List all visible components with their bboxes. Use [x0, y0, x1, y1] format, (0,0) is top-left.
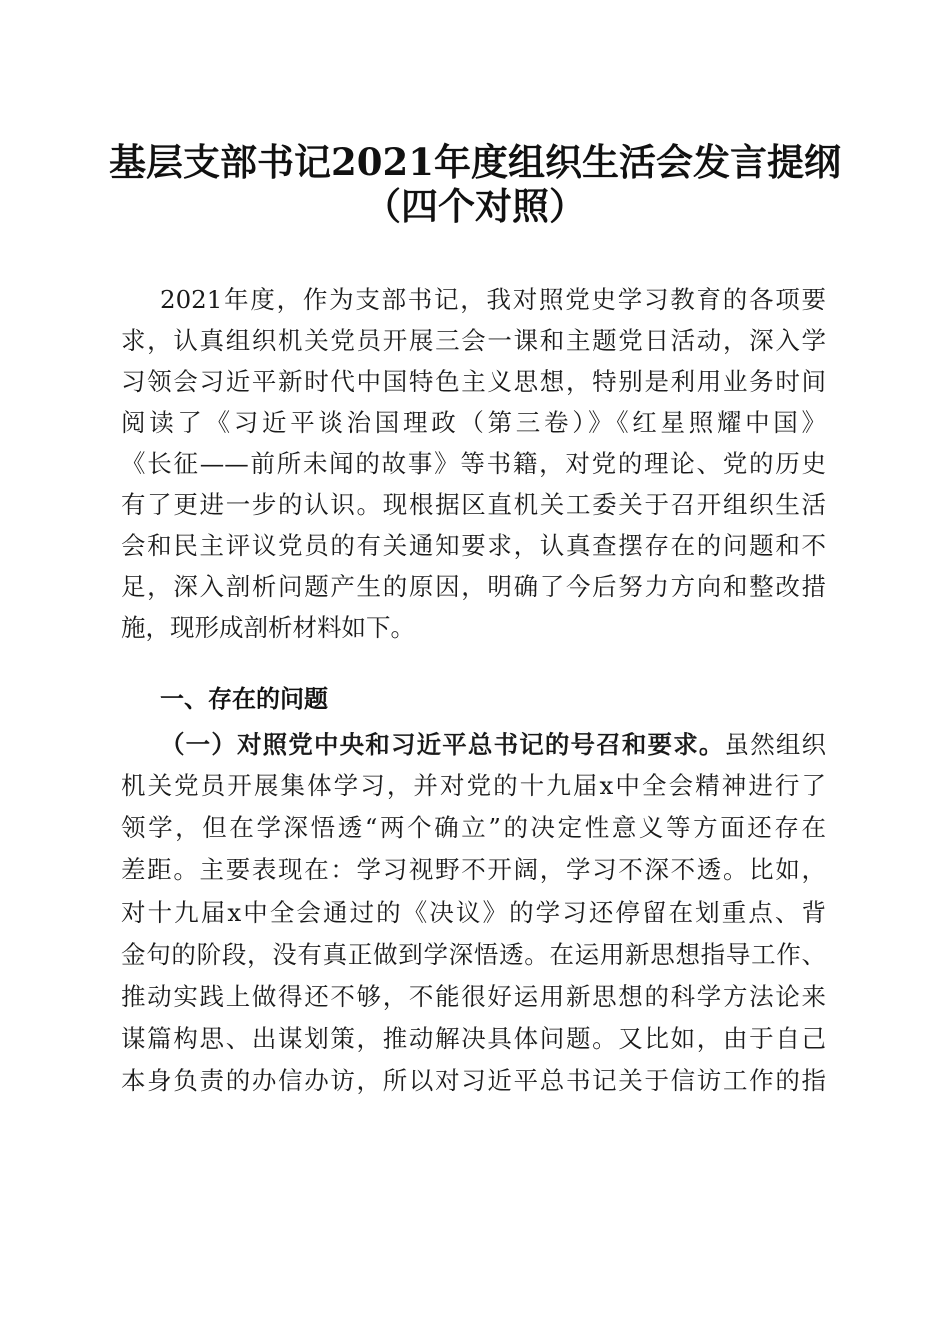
sub1-line-2: 机关党员开展集体学习，并对党的十九届x中全会精神进行了 — [121, 771, 826, 800]
sub1-line-4: 差距。主要表现在：学习视野不开阔，学习不深不透。比如， — [121, 855, 826, 884]
sub1-lead-rest: 虽然组织 — [724, 730, 827, 759]
sub1-line-1 — [160, 725, 826, 765]
sub1-line-7: 推动实践上做得还不够，不能很好运用新思想的科学方法论来 — [121, 982, 826, 1011]
intro-line-7: 会和民主评议党员的有关通知要求，认真查摆存在的问题和不 — [121, 531, 826, 560]
intro-line-6: 有了更进一步的认识。现根据区直机关工委关于召开组织生活 — [121, 490, 826, 519]
intro-line-4: 阅读了《习近平谈治国理政（第三卷）》《红星照耀中国》 — [121, 408, 826, 437]
intro-line-2: 求，认真组织机关党员开展三会一课和主题党日活动，深入学 — [121, 326, 826, 355]
intro-line-1: 2021年度，作为支部书记，我对照党史学习教育的各项要 — [160, 285, 826, 314]
intro-line-5: 《长征——前所未闻的故事》等书籍，对党的理论、党的历史 — [121, 449, 826, 478]
sub1-line-3: 领学，但在学深悟透“两个确立”的决定性意义等方面还存在 — [121, 813, 826, 842]
sub1-line-6: 金句的阶段，没有真正做到学深悟透。在运用新思想指导工作、 — [121, 940, 826, 969]
sub1-line-8: 谋篇构思、出谋划策，推动解决具体问题。又比如，由于自己 — [121, 1024, 826, 1053]
intro-line-3: 习领会习近平新时代中国特色主义思想，特别是利用业务时间 — [121, 367, 826, 396]
sub1-bold-lead: （一）对照党中央和习近平总书记的号召和要求。 — [160, 730, 725, 759]
intro-line-8: 足，深入剖析问题产生的原因，明确了今后努力方向和整改措 — [121, 572, 826, 601]
document-title: 基层支部书记2021年度组织生活会发言提纲 — [109, 140, 841, 184]
intro-line-9: 施，现形成剖析材料如下。 — [121, 613, 415, 642]
sub1-line-9: 本身负责的办信办访，所以对习近平总书记关于信访工作的指 — [121, 1066, 826, 1095]
section-heading: 一、存在的问题 — [160, 685, 328, 713]
sub1-line-5: 对十九届x中全会通过的《决议》的学习还停留在划重点、背 — [121, 898, 826, 927]
document-subtitle: （四个对照） — [364, 184, 586, 228]
